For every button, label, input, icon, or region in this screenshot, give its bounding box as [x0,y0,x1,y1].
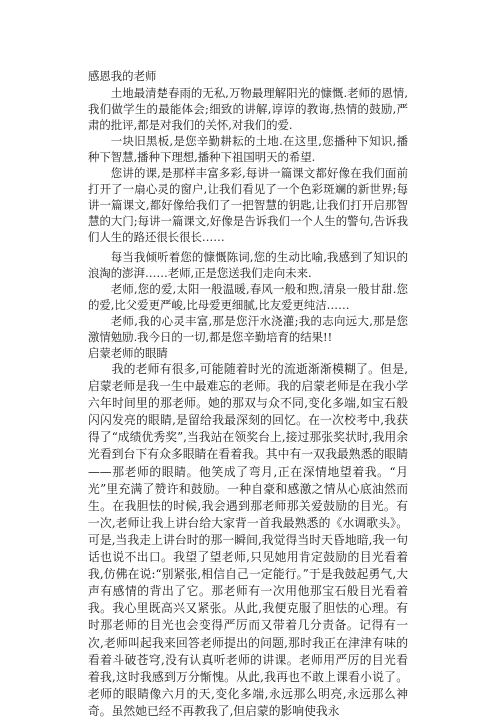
article-paragraph: 您讲的课,是那样丰富多彩,每讲一篇课文都好像在我们面前打开了一扇心灵的窗户,让我们看见了一个色彩斑斓的新世界;每讲一篇课文,都好像给我们了一把智慧的钥匙,让我们打开启那智慧的大门;每讲一篇课文,好像是告诉我们一个人生的警句,告诉我们人生的路还很长很长…… [88,166,408,244]
article-paragraph: 一块旧黑板,是您辛勤耕耘的土地.在这里,您播种下知识,播种下智慧,播种下理想,播种下祖国明天的希望. [88,134,408,164]
article-title: 感恩我的老师 [88,69,157,83]
article-paragraph: 我的老师有很多,可能随着时光的流逝渐渐模糊了。但是,启蒙老师是我一生中最难忘的老师。我的启蒙老师是在我小学六年时间里的那老师。她的那双与众不同,变化多端,如宝石般闪闪发亮的眼睛,是留给我最深刻的回忆。在一次校考中,我获得了“成绩优秀奖”,当我站在领奖台上,接过那张奖状时,我用余光看到台下有众多眼睛在看着我。其中有一双我最熟悉的眼睛——那老师的眼睛。他笑成了弯月,正在深情地望着我。“月光”里充满了赞许和鼓励。一种自豪和感激之情从心底油然而生。在我胆怯的时候,我会遇到那老师那关爱鼓励的目光。有一次,老师让我上讲台给大家背一首我最熟悉的《水调歌头》。可是,当我走上讲台时的那一瞬间,我觉得当时天昏地暗,我一句话也说不出口。我望了望老师,只见她用肯定鼓励的目光看着我,仿佛在说:“别紧张,相信自己一定能行。”于是我鼓起勇气,大声有感情的背出了它。那老师有一次用他那宝石般目光看着我。我心里既高兴又紧张。从此,我便克服了胆怯的心理。有时那老师的目光也会变得严厉而又带着几分责备。记得有一次,老师叫起我来回答老师提出的问题,那时我正在津津有味的看着斗破苍穹,没有认真听老师的讲课。老师用严厉的目光看着我,这时我感到万分惭愧。从此,我再也不敢上课看小说了。老师的眼睛像六月的天,变化多端,永远那么明亮,永远那么神奇。虽然她已经不再教我了,但启蒙的影响使我永 [88,362,408,718]
article-paragraph: 老师,我的心灵丰富,那是您汗水浇灌;我的志向远大,那是您激情勉励.我今日的一切,都是您辛勤培育的结果!! [88,314,408,344]
article-title: 启蒙老师的眼睛 [88,346,168,360]
article-paragraph: 每当我倾听着您的慷慨陈词,您的生动比喻,我感到了知识的浪淘的澎湃……老师,正是您送我们走向未来. [88,250,408,280]
article-paragraph: 土地最清楚春雨的无私,万物最理解阳光的慷慨.老师的恩情,我们做学生的最能体会;细致的讲解,谆谆的教诲,热情的鼓励,严肃的批评,都是对我们的关怀,对我们的爱. [88,86,408,132]
document-content [88,68,408,720]
article-paragraph: 老师,您的爱,太阳一般温暖,春风一般和煦,清泉一般甘甜.您的爱,比父爱更严峻,比母爱更细腻,比友爱更纯洁…… [88,282,408,312]
